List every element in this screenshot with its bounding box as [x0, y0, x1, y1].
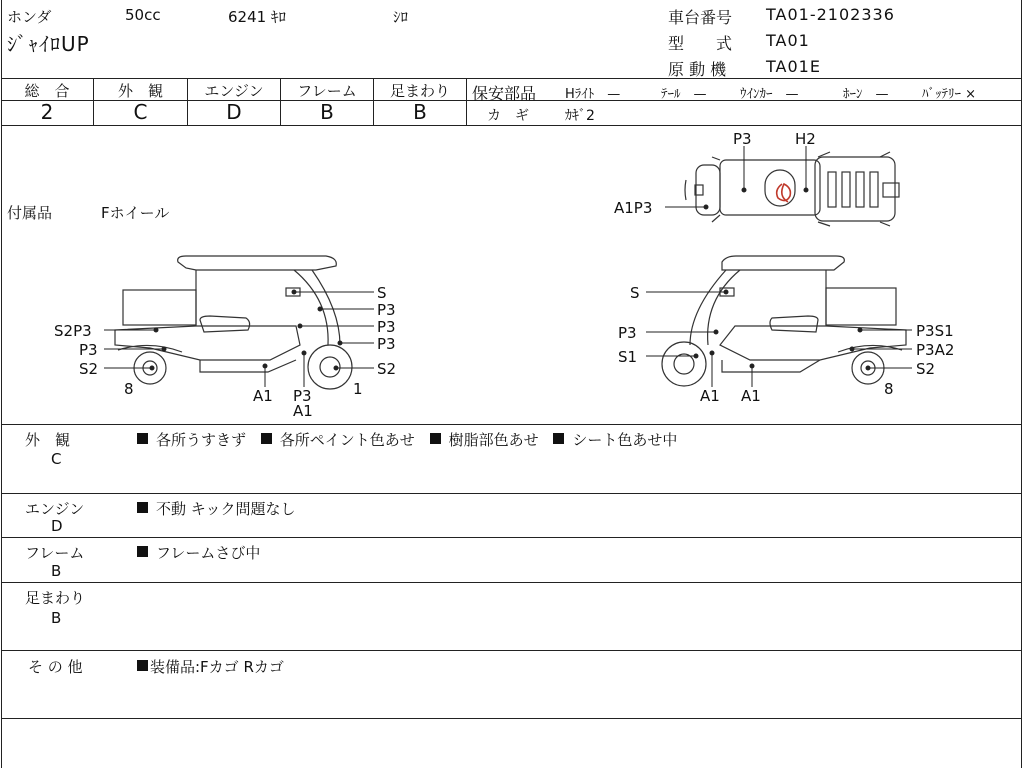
rule-header-bottom: [1, 78, 1022, 79]
diag-l-p3c: P3: [377, 335, 396, 353]
note-frame-label: フレーム: [25, 544, 85, 562]
diag-l-s2left: S2: [79, 360, 99, 378]
rule-note-1: [1, 493, 1022, 494]
engine-value: TA01E: [766, 57, 821, 76]
diag-l-a1: A1: [253, 387, 273, 405]
diag-top-a1p3: A1P3: [614, 199, 653, 217]
diag-r-s1: S1: [618, 348, 638, 366]
grade-exterior-label: 外 観: [117, 82, 163, 100]
diag-r-s2: S2: [916, 360, 936, 378]
diag-l-p3b: P3: [377, 318, 396, 336]
grade-exterior: C: [133, 100, 148, 124]
bullet-icon: [261, 433, 272, 444]
note-exterior-grade: C: [51, 450, 62, 468]
diag-r-a1a: A1: [700, 387, 720, 405]
safety-horn: ﾎｰﾝ —: [843, 87, 889, 102]
maker: ホンダ: [7, 8, 52, 26]
vehicle-diagram: [0, 125, 1024, 425]
grade-overall-label: 総 合: [24, 82, 70, 100]
bullet-icon: [137, 502, 148, 513]
bullet-icon: [137, 546, 148, 557]
accessories-label: 付属品: [7, 204, 53, 222]
grade-overall: 2: [40, 100, 54, 124]
bullet-icon: [137, 433, 148, 444]
diag-r-s: S: [630, 284, 640, 302]
diag-top-p3: P3: [733, 130, 752, 148]
rule-note-2: [1, 537, 1022, 538]
top-view: [685, 152, 899, 226]
diag-top-h2: H2: [795, 130, 816, 148]
color: ｼﾛ: [393, 8, 409, 26]
diag-r-p3: P3: [618, 324, 637, 342]
grade-frame-label: フレーム: [297, 82, 357, 100]
note-suspension-label: 足まわり: [25, 589, 86, 607]
grade-engine: D: [226, 100, 242, 124]
frame-no: TA01-2102336: [766, 5, 895, 24]
diag-r-a1b: A1: [741, 387, 761, 405]
safety-winker: ｳｲﾝｶｰ —: [740, 87, 799, 102]
diag-l-8: 8: [124, 380, 134, 398]
type-value: TA01: [766, 31, 810, 50]
type-label: 型 式: [668, 34, 733, 53]
diag-l-1: 1: [353, 380, 363, 398]
grade-frame: B: [320, 100, 334, 124]
note-suspension-grade: B: [51, 609, 62, 627]
bullet-icon: [430, 433, 441, 444]
bullet-icon: [137, 660, 148, 671]
bullet-icon: [553, 433, 564, 444]
diag-l-a1bottom: A1: [293, 402, 313, 420]
diag-l-s2: S2: [377, 360, 397, 378]
rule-note-4: [1, 650, 1022, 651]
safety-battery: ﾊﾞｯﾃﾘｰ ×: [922, 87, 977, 102]
safety-taillight: ﾃｰﾙ —: [661, 87, 707, 102]
safety-headlight: Hﾗｲﾄ —: [565, 87, 621, 102]
key-label: カ ギ: [487, 108, 529, 124]
diag-l-p3left: P3: [79, 341, 98, 359]
grade-sep-5: [466, 78, 467, 125]
note-frame-text: フレームさび中: [137, 542, 260, 563]
note-engine-label: エンジン: [25, 500, 85, 518]
safety-label: 保安部品: [472, 84, 537, 103]
accessories-value: Fホイール: [101, 204, 170, 222]
diag-r-p3a2: P3A2: [916, 341, 955, 359]
diag-l-s: S: [377, 284, 387, 302]
grade-suspension-label: 足まわり: [389, 82, 450, 100]
note-exterior-label: 外 観: [25, 431, 71, 449]
frame-no-label: 車台番号: [668, 8, 733, 27]
displacement: 50cc: [125, 6, 161, 24]
model-name: ｼﾞｬｲﾛUP: [7, 32, 90, 56]
diag-l-p3bottom: P3: [293, 387, 312, 405]
grade-suspension: B: [413, 100, 427, 124]
grade-engine-label: エンジン: [204, 82, 264, 100]
note-engine-grade: D: [51, 517, 63, 535]
key-value: ｶｷﾞ2: [565, 108, 595, 124]
damage-mark: [777, 184, 791, 202]
diag-l-s2p3: S2P3: [54, 322, 92, 340]
note-other-label: そ の 他: [28, 658, 83, 676]
mileage: 6241 ｷﾛ: [228, 8, 286, 26]
note-other-text: 装備品:Fカゴ Rカゴ: [137, 656, 284, 677]
note-frame-grade: B: [51, 562, 62, 580]
diag-r-8: 8: [884, 380, 894, 398]
rule-note-3: [1, 582, 1022, 583]
note-engine-text: 不動 キック問題なし: [137, 498, 295, 519]
engine-label: 原 動 機: [668, 60, 727, 79]
rule-note-5: [1, 718, 1022, 719]
diag-l-p3a: P3: [377, 301, 396, 319]
note-exterior-text: 各所うすきず 各所ペイント色あせ 樹脂部色あせ シート色あせ中: [137, 429, 677, 450]
diag-r-p3s1: P3S1: [916, 322, 954, 340]
